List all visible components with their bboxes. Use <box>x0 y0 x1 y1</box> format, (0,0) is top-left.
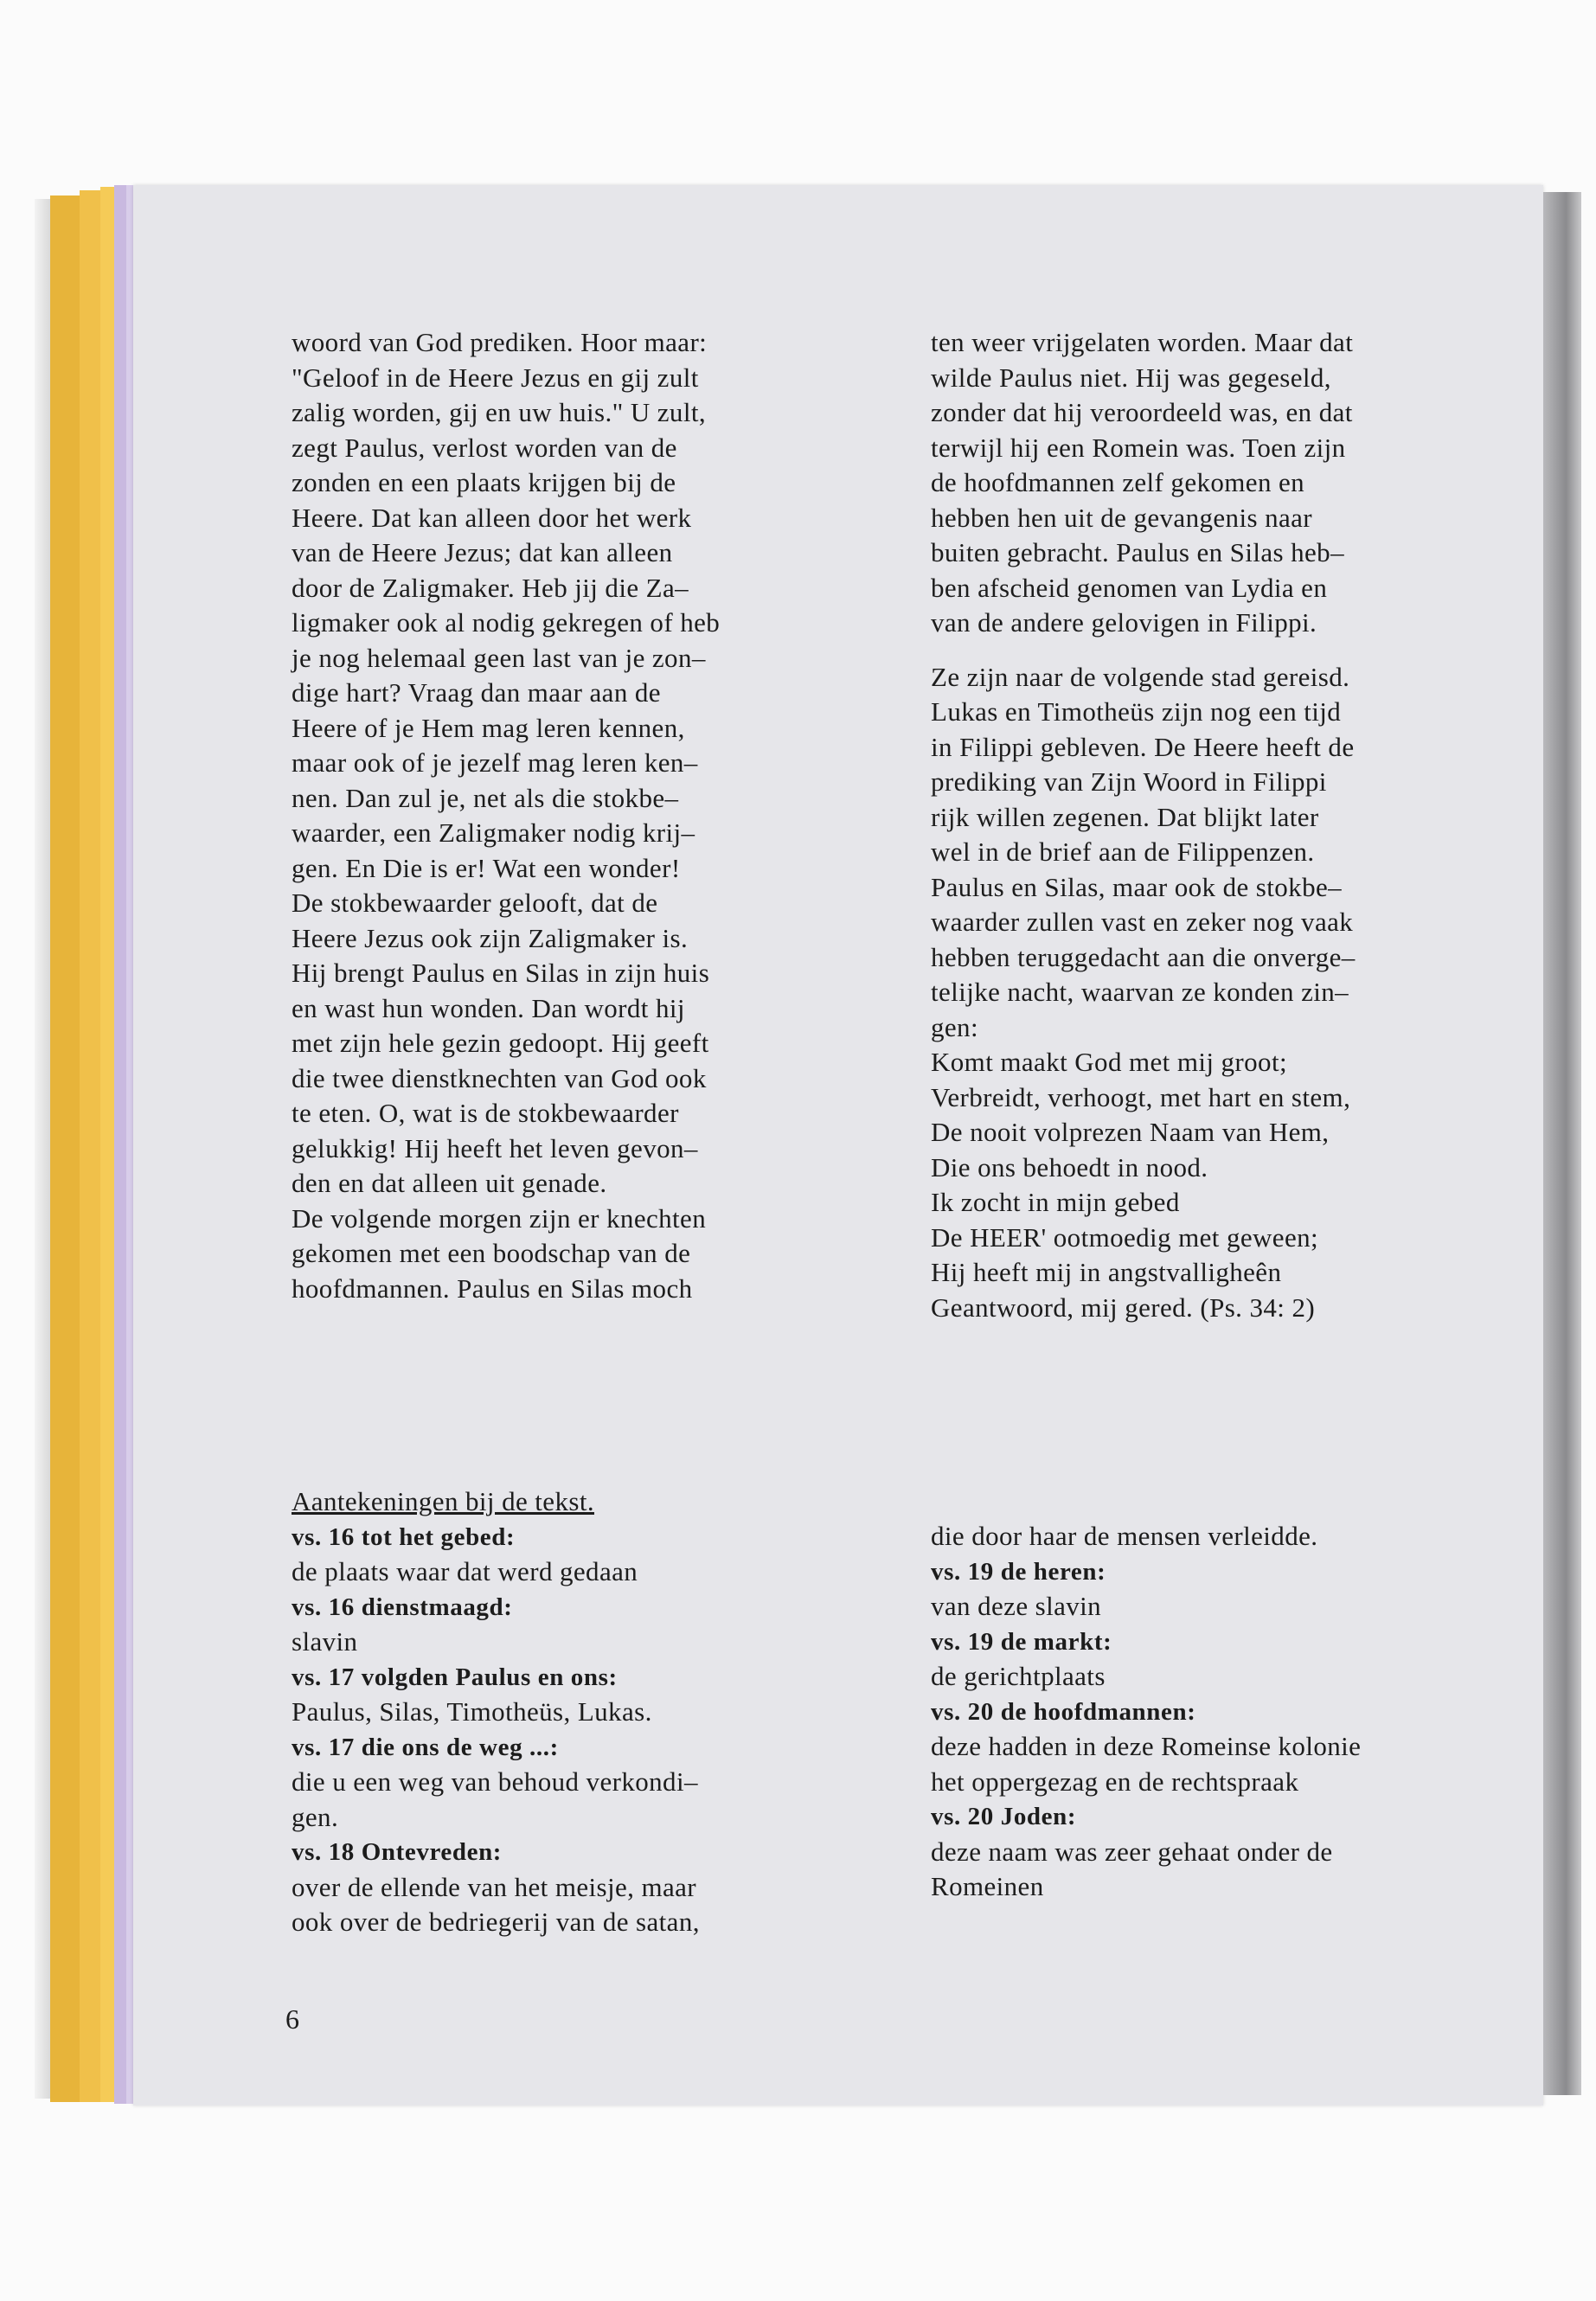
text-line: zonden en een plaats krijgen bij de <box>292 467 676 497</box>
text-line: hoofdmannen. Paulus en Silas moch <box>292 1272 693 1304</box>
text-line: van de Heere Jezus; dat kan alleen <box>292 537 673 567</box>
text-line: woord van God prediken. Hoor maar: <box>292 327 708 357</box>
yellow-page-edge <box>100 187 114 2102</box>
note-reference: vs. 18 Ontevreden: <box>292 1838 503 1866</box>
note-text: de plaats waar dat werd gedaan <box>292 1556 638 1586</box>
note-text: over de ellende van het meisje, maar <box>292 1871 697 1902</box>
text-line: Hij brengt Paulus en Silas in zijn huis <box>292 958 710 988</box>
text-line: ten weer vrijgelaten worden. Maar dat <box>931 327 1354 357</box>
text-line: zegt Paulus, verlost worden van de <box>292 432 677 463</box>
text-line: terwijl hij een Romein was. Toen zijn <box>931 432 1346 463</box>
note-text: het oppergezag en de rechtspraak <box>931 1766 1299 1797</box>
text-line: gen. En Die is er! Wat een wonder! <box>292 852 681 883</box>
note-reference: vs. 20 Joden: <box>931 1803 1077 1830</box>
note-reference: vs. 19 de markt: <box>931 1627 1112 1656</box>
right-paragraph-2 <box>931 660 1467 1046</box>
text-line: je nog helemaal geen last van je zon– <box>292 642 706 673</box>
note-text: deze hadden in deze Romeinse kolonie <box>931 1731 1362 1761</box>
text-line: maar ook of je jezelf mag leren ken– <box>292 747 698 778</box>
poem-line: Geantwoord, mij gered. (Ps. 34: 2) <box>931 1292 1316 1323</box>
text-line: De stokbewaarder gelooft, dat de <box>292 888 658 918</box>
text-line: Heere Jezus ook zijn Zaligmaker is. <box>292 922 689 953</box>
paragraph-gap <box>931 641 1467 660</box>
poem-line: Ik zocht in mijn gebed <box>931 1187 1180 1217</box>
text-line: wilde Paulus niet. Hij was gegeseld, <box>931 362 1331 393</box>
purple-page-edge <box>126 185 133 2104</box>
text-line: en wast hun wonden. Dan wordt hij <box>292 992 685 1023</box>
note-reference: vs. 16 tot het gebed: <box>292 1522 516 1551</box>
text-line: Heere. Dat kan alleen door het werk <box>292 502 692 533</box>
poem-line: Komt maakt God met mij groot; <box>931 1047 1287 1077</box>
text-line: Ze zijn naar de volgende stad gereisd. <box>931 661 1350 692</box>
text-line: met zijn hele gezin gedoopt. Hij geeft <box>292 1028 709 1058</box>
left-paragraph-1 <box>292 325 828 886</box>
poem-line: De nooit volprezen Naam van Hem, <box>931 1117 1330 1147</box>
text-line: gekomen met een boodschap van de <box>292 1238 691 1268</box>
note-reference: vs. 17 die ons de weg ...: <box>292 1733 559 1761</box>
text-line: gelukkig! Hij heeft het leven gevon– <box>292 1132 698 1163</box>
left-column <box>292 325 828 1306</box>
note-reference: vs. 19 de heren: <box>931 1557 1106 1586</box>
text-line: de hoofdmannen zelf gekomen en <box>931 467 1305 497</box>
text-line: den en dat alleen uit genade. <box>292 1168 607 1198</box>
right-column <box>931 325 1467 1325</box>
poem-line: De HEER' ootmoedig met geween; <box>931 1221 1319 1253</box>
text-line: zonder dat hij veroordeeld was, en dat <box>931 397 1353 427</box>
poem-line: Die ons behoedt in nood. <box>931 1151 1208 1183</box>
text-line: waarder, een Zaligmaker nodig krij– <box>292 817 695 848</box>
text-line: die twee dienstknechten van God ook <box>292 1062 707 1093</box>
note-text: van deze slavin <box>931 1591 1102 1621</box>
note-text: slavin <box>292 1626 358 1657</box>
text-line: rijk willen zegenen. Dat blijkt later <box>931 801 1319 832</box>
text-line: Heere of je Hem mag leren kennen, <box>292 712 685 743</box>
purple-page-edge <box>114 185 126 2104</box>
note-text: gen. <box>292 1801 339 1832</box>
note-text: die door haar de mensen verleidde. <box>931 1521 1318 1551</box>
note-text: deze naam was zeer gehaat onder de <box>931 1836 1333 1867</box>
text-line: gen: <box>931 1011 978 1042</box>
left-paragraph-3 <box>292 1202 828 1307</box>
text-line: De volgende morgen zijn er knechten <box>292 1202 707 1234</box>
text-line: wel in de brief aan de Filippenzen. <box>931 836 1315 867</box>
note-text: ook over de bedriegerij van de satan, <box>292 1907 700 1937</box>
book-spine-shadow <box>35 199 50 2099</box>
notes-left <box>292 1484 828 1940</box>
text-line: hebben hen uit de gevangenis naar <box>931 502 1313 533</box>
text-line: van de andere gelovigen in Filippi. <box>931 607 1317 638</box>
note-reference: vs. 17 volgden Paulus en ons: <box>292 1663 618 1691</box>
text-line: dige hart? Vraag dan maar aan de <box>292 677 661 708</box>
text-line: te eten. O, wat is de stokbewaarder <box>292 1098 679 1128</box>
notes-right <box>931 1519 1467 1905</box>
text-line: buiten gebracht. Paulus en Silas heb– <box>931 537 1344 567</box>
text-line: prediking van Zijn Woord in Filippi <box>931 766 1327 797</box>
text-line: zalig worden, gij en uw huis." U zult, <box>292 397 706 427</box>
poem-line: Verbreidt, verhoogt, met hart en stem, <box>931 1081 1351 1112</box>
note-reference: vs. 16 dienstmaagd: <box>292 1593 513 1621</box>
text-line: telijke nacht, waarvan ze konden zin– <box>931 977 1349 1007</box>
yellow-page-edge <box>50 195 80 2102</box>
text-line: in Filippi gebleven. De Heere heeft de <box>931 731 1355 762</box>
text-line: Paulus en Silas, maar ook de stokbe– <box>931 871 1343 902</box>
text-line: waarder zullen vast en zeker nog vaak <box>931 907 1354 937</box>
note-text: Paulus, Silas, Timotheüs, Lukas. <box>292 1696 652 1727</box>
text-line: "Geloof in de Heere Jezus en gij zult <box>292 362 699 393</box>
text-line: ben afscheid genomen van Lydia en <box>931 572 1328 603</box>
note-text: die u een weg van behoud verkondi– <box>292 1766 698 1797</box>
text-line: hebben teruggedacht aan die onverge– <box>931 941 1356 972</box>
psalm-verse <box>931 1045 1467 1325</box>
text-line: ligmaker ook al nodig gekregen of heb <box>292 607 721 638</box>
poem-line: Hij heeft mij in angstvalligheên <box>931 1257 1282 1287</box>
yellow-page-edge <box>80 190 100 2102</box>
page-right-shadow <box>1543 192 1581 2095</box>
note-reference: vs. 20 de hoofdmannen: <box>931 1697 1196 1726</box>
text-line: door de Zaligmaker. Heb jij die Za– <box>292 572 689 603</box>
text-line: Lukas en Timotheüs zijn nog een tijd <box>931 696 1342 727</box>
note-text: Romeinen <box>931 1871 1044 1901</box>
text-line: nen. Dan zul je, net als die stokbe– <box>292 782 679 813</box>
left-paragraph-2 <box>292 886 828 1202</box>
note-text: de gerichtplaats <box>931 1661 1106 1691</box>
right-paragraph-1 <box>931 325 1467 641</box>
page-number: 6 <box>285 2003 299 2035</box>
notes-heading: Aantekeningen bij de tekst. <box>292 1486 594 1516</box>
